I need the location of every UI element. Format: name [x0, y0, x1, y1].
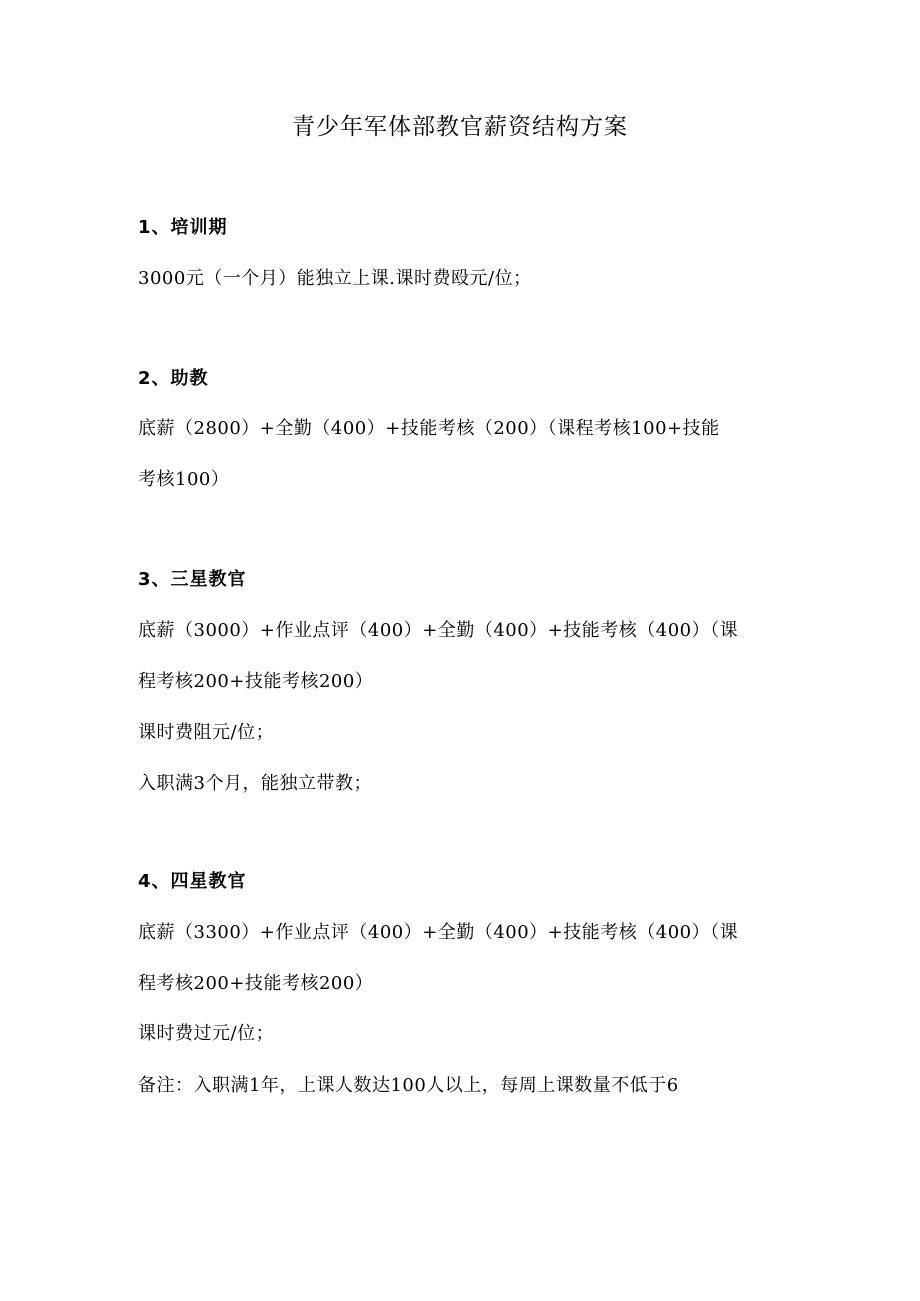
section-line: 程考核200+技能考核200） [138, 973, 374, 994]
section-line: 底薪（3300）+作业点评（400）+全勤（400）+技能考核（400）（课 [138, 922, 739, 943]
section-line: 课时费过元/位； [138, 1023, 275, 1044]
page-title: 青少年军体部教官薪资结构方案 [292, 114, 628, 140]
section-line: 备注：入职满1年，上课人数达100人以上，每周上课数量不低于6 [138, 1075, 679, 1096]
section-line: 课时费阻元/位； [138, 722, 275, 743]
section-line: 考核100） [138, 469, 230, 490]
section-line: 入职满3个月，能独立带教； [138, 773, 372, 794]
section-heading-assistant: 2、助教 [138, 368, 209, 389]
section-heading-training: 1、培训期 [138, 217, 228, 238]
section-heading-four-star: 4、四星教官 [138, 871, 247, 892]
section-line: 底薪（2800）+全勤（400）+技能考核（200）（课程考核100+技能 [138, 418, 720, 439]
section-line: 3000元（一个月）能独立上课.课时费殴元/位； [138, 268, 532, 289]
section-line: 程考核200+技能考核200） [138, 671, 374, 692]
section-heading-three-star: 3、三星教官 [138, 569, 247, 590]
section-line: 底薪（3000）+作业点评（400）+全勤（400）+技能考核（400）（课 [138, 620, 739, 641]
